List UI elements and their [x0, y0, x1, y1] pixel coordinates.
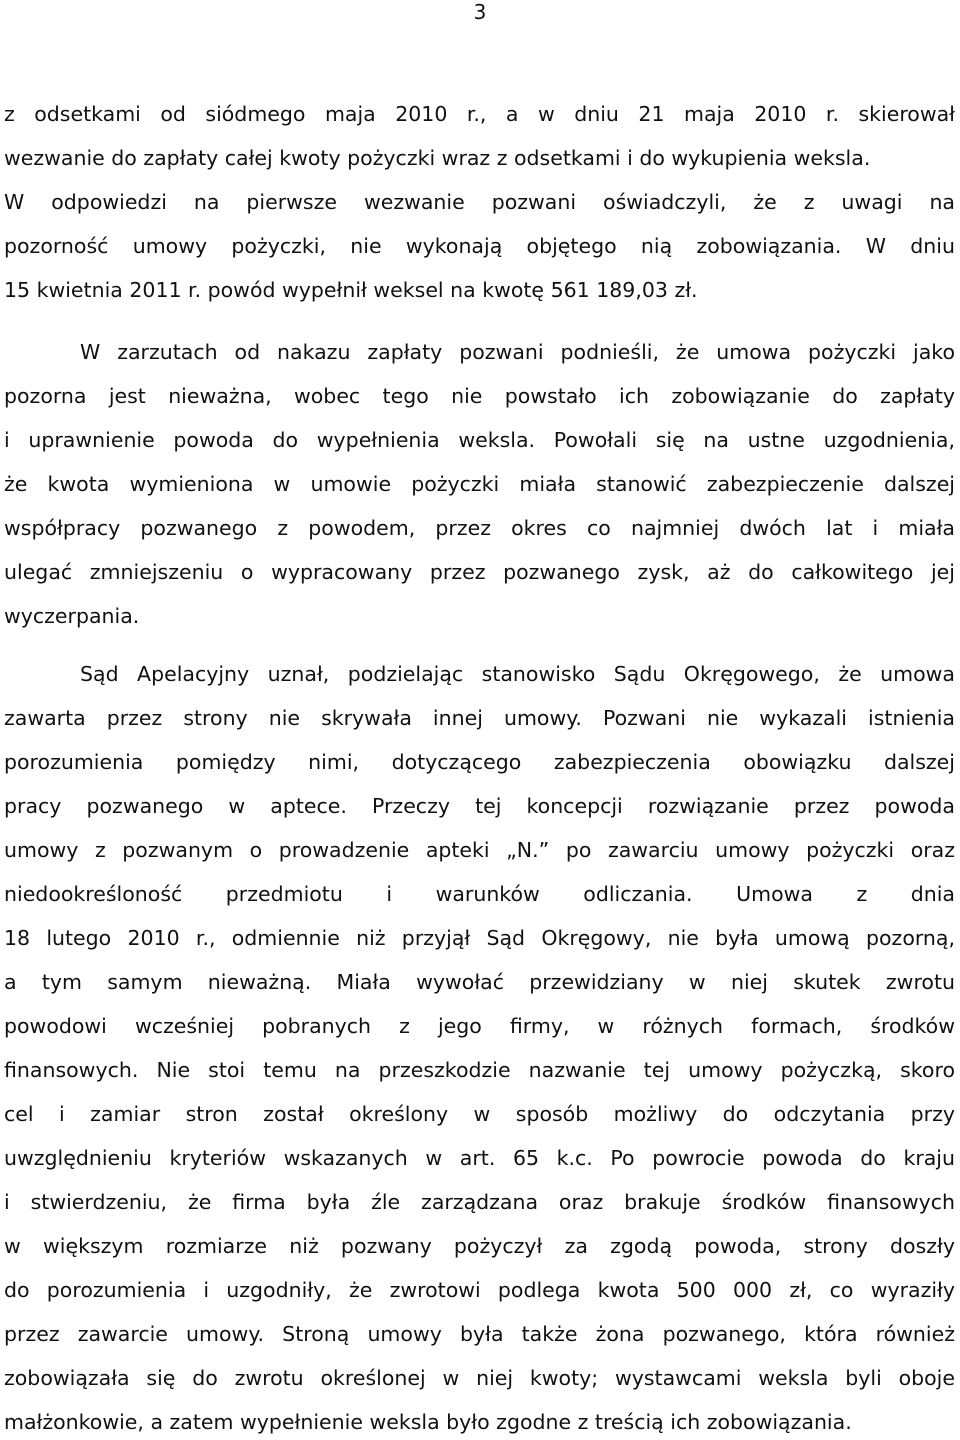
text-line: z odsetkami od siódmego maja 2010 r., a w dniu 21 maja 2010 r. skierował — [4, 102, 955, 126]
text-line: przez zawarcie umowy. Stroną umowy była także żona pozwanego, która również — [4, 1322, 955, 1346]
text-line: i uprawnienie powoda do wypełnienia weksla. Powołali się na ustne uzgodnienia, — [4, 428, 955, 452]
text-line: porozumienia pomiędzy nimi, dotyczącego zabezpieczenia obowiązku dalszej — [4, 750, 955, 774]
text-line: małżonkowie, a zatem wypełnienie weksla było zgodne z treścią ich zobowiązania. — [4, 1410, 852, 1434]
text-line: i stwierdzeniu, że firma była źle zarządzana oraz brakuje środków finansowych — [4, 1190, 955, 1214]
text-line: finansowych. Nie stoi temu na przeszkodzie nazwanie tej umowy pożyczką, skoro — [4, 1058, 955, 1082]
text-line: że kwota wymieniona w umowie pożyczki miała stanowić zabezpieczenie dalszej — [4, 472, 955, 496]
text-line: wyczerpania. — [4, 604, 140, 628]
text-line: wezwanie do zapłaty całej kwoty pożyczki wraz z odsetkami i do wykupienia weksla. — [4, 146, 871, 170]
text-line: w większym rozmiarze niż pozwany pożyczył za zgodą powoda, strony doszły — [4, 1234, 955, 1258]
text-line: umowy z pozwanym o prowadzenie apteki „N.” po zawarciu umowy pożyczki oraz — [4, 838, 955, 862]
text-line: zobowiązała się do zwrotu określonej w niej kwoty; wystawcami weksla byli oboje — [4, 1366, 955, 1390]
text-line: W zarzutach od nakazu zapłaty pozwani podnieśli, że umowa pożyczki jako — [80, 340, 955, 364]
text-line: powodowi wcześniej pobranych z jego firmy, w różnych formach, środków — [4, 1014, 955, 1038]
text-line: uwzględnieniu kryteriów wskazanych w art. 65 k.c. Po powrocie powoda do kraju — [4, 1146, 955, 1170]
text-line: cel i zamiar stron został określony w sposób możliwy do odczytania przy — [4, 1102, 955, 1126]
text-line: Sąd Apelacyjny uznał, podzielając stanowisko Sądu Okręgowego, że umowa — [80, 662, 955, 686]
page-number: 3 — [473, 0, 487, 24]
text-line: zawarta przez strony nie skrywała innej umowy. Pozwani nie wykazali istnienia — [4, 706, 955, 730]
text-line: pozorna jest nieważna, wobec tego nie powstało ich zobowiązanie do zapłaty — [4, 384, 955, 408]
text-line: pozorność umowy pożyczki, nie wykonają objętego nią zobowiązania. W dniu — [4, 234, 955, 258]
text-line: ulegać zmniejszeniu o wypracowany przez pozwanego zysk, aż do całkowitego jej — [4, 560, 955, 584]
text-line: a tym samym nieważną. Miała wywołać przewidziany w niej skutek zwrotu — [4, 970, 955, 994]
text-line: 15 kwietnia 2011 r. powód wypełnił weksel na kwotę 561 189,03 zł. — [4, 278, 698, 302]
text-line: współpracy pozwanego z powodem, przez okres co najmniej dwóch lat i miała — [4, 516, 955, 540]
text-line: 18 lutego 2010 r., odmiennie niż przyjął Sąd Okręgowy, nie była umową pozorną, — [4, 926, 955, 950]
text-line: pracy pozwanego w aptece. Przeczy tej koncepcji rozwiązanie przez powoda — [4, 794, 955, 818]
text-line: niedookreśloność przedmiotu i warunków odliczania. Umowa z dnia — [4, 882, 955, 906]
text-line: W odpowiedzi na pierwsze wezwanie pozwani oświadczyli, że z uwagi na — [4, 190, 955, 214]
text-line: do porozumienia i uzgodniły, że zwrotowi podlega kwota 500 000 zł, co wyraziły — [4, 1278, 955, 1302]
